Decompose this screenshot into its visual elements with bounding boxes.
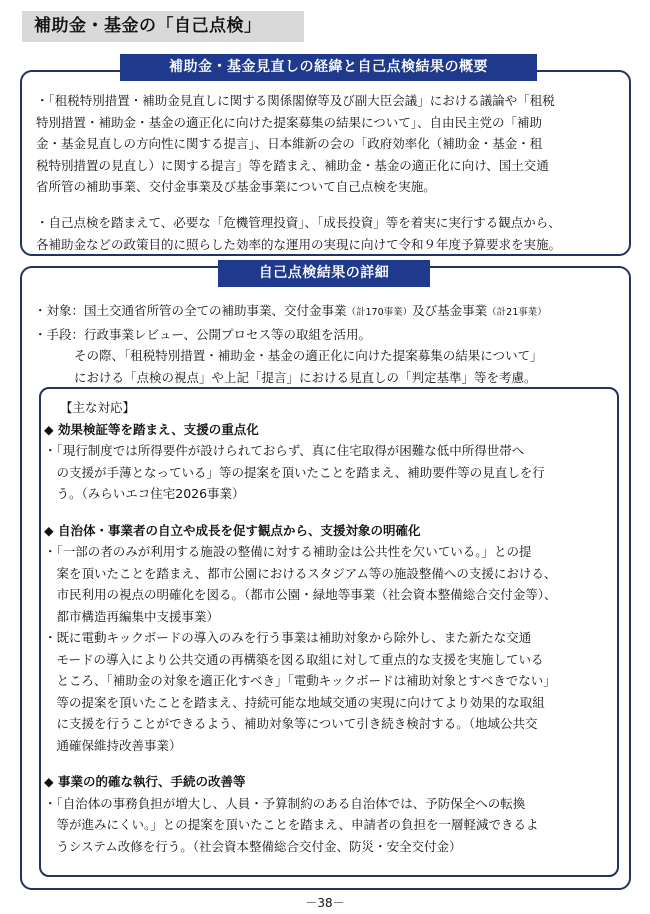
section-line: の支援が手薄となっている」等の提案を頂いたことを踏まえ、補助要件等の見直しを行 bbox=[44, 464, 545, 480]
section-line: に支援を行うことができるよう、補助対象等について引き続き検討する。（地域公共交 bbox=[44, 716, 538, 731]
overview-paragraph-2 bbox=[36, 212, 630, 255]
section-line: 通確保維持改善事業） bbox=[44, 737, 182, 753]
text-line: 各補助金などの政策目的に照らした効率的な運用の実現に向けて令和９年度予算要求を実施。 bbox=[36, 236, 562, 252]
section-line: 都市構造再編集中支援事業） bbox=[44, 608, 220, 624]
overview-header: 補助金・基金見直しの経緯と自己点検結果の概要 bbox=[120, 54, 537, 81]
text-line: 特別措置・補助金・基金の適正化に向けた提案募集の結果について」、自由民主党の「補助 bbox=[36, 114, 543, 130]
section-line: ・「一部の者のみが利用する施設の整備に対する補助金は公共性を欠いている。」との提 bbox=[44, 544, 532, 559]
text-line: ・「租税特別措置・補助金見直しに関する関係閣僚等及び副大臣会議」における議論や「租税 bbox=[36, 93, 555, 108]
text-line: 税特別措置の見直し）に関する提言」等を踏まえ、補助金・基金の適正化に向け、国土交通 bbox=[36, 157, 549, 173]
overview-paragraph-1 bbox=[36, 90, 626, 198]
details-header: 自己点検結果の詳細 bbox=[218, 260, 430, 287]
method-continuation: その際、「租税特別措置・補助金・基金の適正化に向けた提案募集の結果について」 bbox=[74, 348, 543, 363]
target-count-2: （計21事業） bbox=[487, 307, 547, 318]
page-number: －38－ bbox=[305, 896, 345, 910]
method-line: ・手段：行政事業レビュー、公開プロセス等の取組を活用。 bbox=[34, 326, 372, 342]
target-mid: 及び基金事業 bbox=[412, 303, 488, 318]
method-continuation: における「点検の視点」や上記「提言」における見直しの「判定基準」等を考慮。 bbox=[74, 369, 537, 385]
target-line bbox=[34, 300, 624, 324]
main-actions-label: 【主な対応】 bbox=[60, 400, 136, 415]
page-title: 補助金・基金の「自己点検」 bbox=[22, 11, 304, 42]
section-title: ◆ 事業の的確な執行、手続の改善等 bbox=[44, 774, 246, 789]
target-count-1: （計170事業） bbox=[346, 307, 413, 318]
section-title: ◆ 効果検証等を踏まえ、支援の重点化 bbox=[44, 421, 259, 437]
section-line: 等の提案を頂いたことを踏まえ、持続可能な地域交通の実現に向けてより効果的な取組 bbox=[44, 694, 545, 710]
section-line: モードの導入により公共交通の再構築を図る取組に対して重点的な支援を実施している bbox=[44, 651, 544, 667]
details-scope bbox=[34, 300, 624, 388]
main-actions-content bbox=[44, 397, 614, 857]
target-label: ・対象：国土交通省所管の全ての補助事業、交付金事業 bbox=[34, 303, 347, 318]
section-line: 等が進みにくい。」との提案を頂いたことを踏まえ、申請者の負担を一層軽減できるよ bbox=[44, 817, 539, 832]
section-line: ・「自治体の事務負担が増大し、人員・予算制約のある自治体では、予防保全への転換 bbox=[44, 795, 526, 811]
section-title: ◆ 自治体・事業者の自立や成長を促す観点から、支援対象の明確化 bbox=[44, 522, 421, 538]
section-line: うシステム改修を行う。（社会資本整備総合交付金、防災・安全交付金） bbox=[44, 838, 462, 854]
text-line: 金・基金見直しの方向性に関する提言」、日本維新の会の「政府効率化（補助金・基金・租 bbox=[36, 136, 543, 151]
section-line: う。（みらいエコ住宅2026事業） bbox=[44, 486, 245, 501]
section-line: ・「現行制度では所得要件が設けられておらず、真に住宅取得が困難な低中所得世帯へ bbox=[44, 443, 525, 458]
text-line: ・自己点検を踏まえて、必要な「危機管理投資」、「成長投資」等を着実に実行する観点から、 bbox=[36, 215, 561, 230]
section-line: 市民利用の視点の明確化を図る。（都市公園・緑地等事業（社会資本整備総合交付金等）、 bbox=[44, 587, 557, 602]
text-line: 省所管の補助事業、交付金事業及び基金事業について自己点検を実施。 bbox=[36, 179, 436, 194]
section-line: ・既に電動キックボードの導入のみを行う事業は補助対象から除外し、また新たな交通 bbox=[44, 630, 532, 645]
section-line: ところ、「補助金の対象を適正化すべき」「電動キックボードは補助対象とすべきでない」 bbox=[44, 673, 556, 688]
section-line: 案を頂いたことを踏まえ、都市公園におけるスタジアム等の施設整備への支援における、 bbox=[44, 565, 557, 581]
